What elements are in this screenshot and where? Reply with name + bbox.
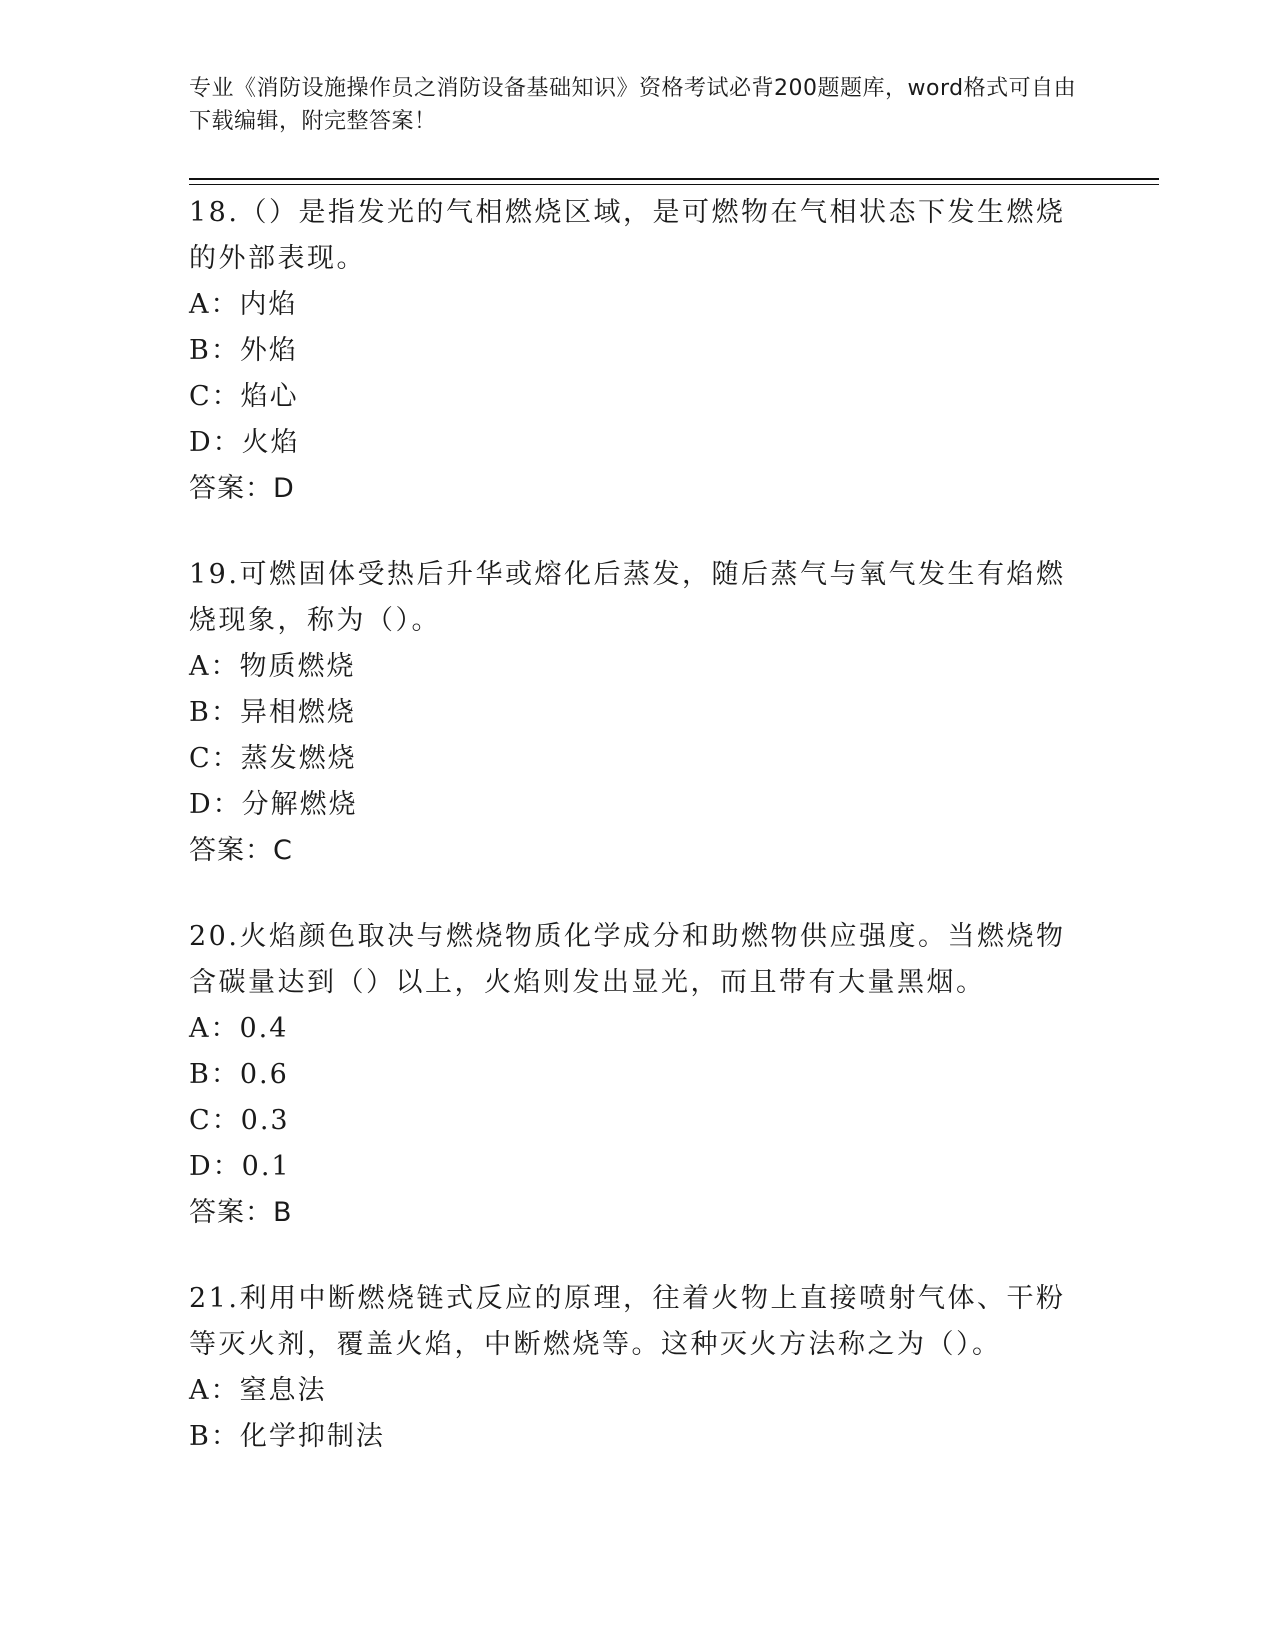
option-a	[189, 1006, 1089, 1052]
option-text: 异相燃烧	[239, 697, 356, 728]
option-letter: C：	[189, 381, 241, 412]
header-divider-thick	[189, 178, 1159, 180]
option-b	[189, 328, 1089, 374]
option-letter: C：	[189, 743, 241, 774]
option-d	[189, 782, 1089, 828]
answer-line	[189, 466, 1089, 512]
option-letter: A：	[189, 289, 240, 320]
option-letter: D：	[189, 789, 242, 820]
option-letter: B：	[189, 1421, 240, 1452]
option-b	[189, 690, 1089, 736]
option-list	[189, 644, 1089, 828]
option-text: 分解燃烧	[241, 789, 358, 820]
option-letter: B：	[189, 697, 240, 728]
option-text: 火焰	[241, 427, 300, 458]
option-text: 焰心	[240, 381, 299, 412]
option-b	[189, 1052, 1089, 1098]
option-letter: D：	[189, 427, 242, 458]
question-text: 19.可燃固体受热后升华或熔化后蒸发，随后蒸气与氧气发生有焰燃烧现象，称为（）。	[189, 559, 1066, 636]
question-20	[189, 914, 1089, 1236]
option-text: 0.4	[239, 1013, 289, 1044]
option-list	[189, 1006, 1089, 1190]
question-text: 18.（）是指发光的气相燃烧区域，是可燃物在气相状态下发生燃烧的外部表现。	[189, 197, 1066, 274]
option-text: 外焰	[239, 335, 298, 366]
question-text: 20.火焰颜色取决与燃烧物质化学成分和助燃物供应强度。当燃烧物含碳量达到（）以上，火焰则发出显光，而且带有大量黑烟。	[189, 921, 1066, 998]
question-text: 21.利用中断燃烧链式反应的原理，往着火物上直接喷射气体、干粉等灭火剂，覆盖火焰，中断燃烧等。这种灭火方法称之为（）。	[189, 1283, 1066, 1360]
option-d	[189, 420, 1089, 466]
option-c	[189, 736, 1089, 782]
question-list	[189, 190, 1089, 1500]
option-list	[189, 1368, 1089, 1460]
option-d	[189, 1144, 1089, 1190]
answer-line	[189, 828, 1089, 874]
option-letter: C：	[189, 1105, 241, 1136]
option-a	[189, 644, 1089, 690]
option-text: 内焰	[239, 289, 298, 320]
question-18	[189, 190, 1089, 512]
answer-line	[189, 1190, 1089, 1236]
header-divider-thin	[189, 184, 1159, 185]
answer-label: 答案：	[189, 1197, 273, 1228]
option-letter: D：	[189, 1151, 242, 1182]
option-letter: A：	[189, 651, 240, 682]
option-letter: A：	[189, 1013, 240, 1044]
option-a	[189, 1368, 1089, 1414]
answer-label: 答案：	[189, 473, 273, 504]
answer-value: D	[273, 473, 295, 504]
question-19	[189, 552, 1089, 874]
option-text: 蒸发燃烧	[240, 743, 357, 774]
option-text: 0.6	[239, 1059, 289, 1090]
answer-label: 答案：	[189, 835, 273, 866]
option-letter: B：	[189, 1059, 240, 1090]
answer-value: C	[273, 835, 293, 866]
option-text: 0.1	[241, 1151, 291, 1182]
option-c	[189, 1098, 1089, 1144]
option-text: 0.3	[240, 1105, 290, 1136]
question-21	[189, 1276, 1089, 1460]
option-letter: A：	[189, 1375, 240, 1406]
option-c	[189, 374, 1089, 420]
option-list	[189, 282, 1089, 466]
option-b	[189, 1414, 1089, 1460]
answer-value: B	[273, 1197, 293, 1228]
option-text: 化学抑制法	[239, 1421, 385, 1452]
option-text: 窒息法	[239, 1375, 327, 1406]
document-header: 专业《消防设施操作员之消防设备基础知识》资格考试必背200题题库，word格式可自由下载编辑，附完整答案！	[189, 76, 1077, 134]
option-letter: B：	[189, 335, 240, 366]
option-a	[189, 282, 1089, 328]
option-text: 物质燃烧	[239, 651, 356, 682]
